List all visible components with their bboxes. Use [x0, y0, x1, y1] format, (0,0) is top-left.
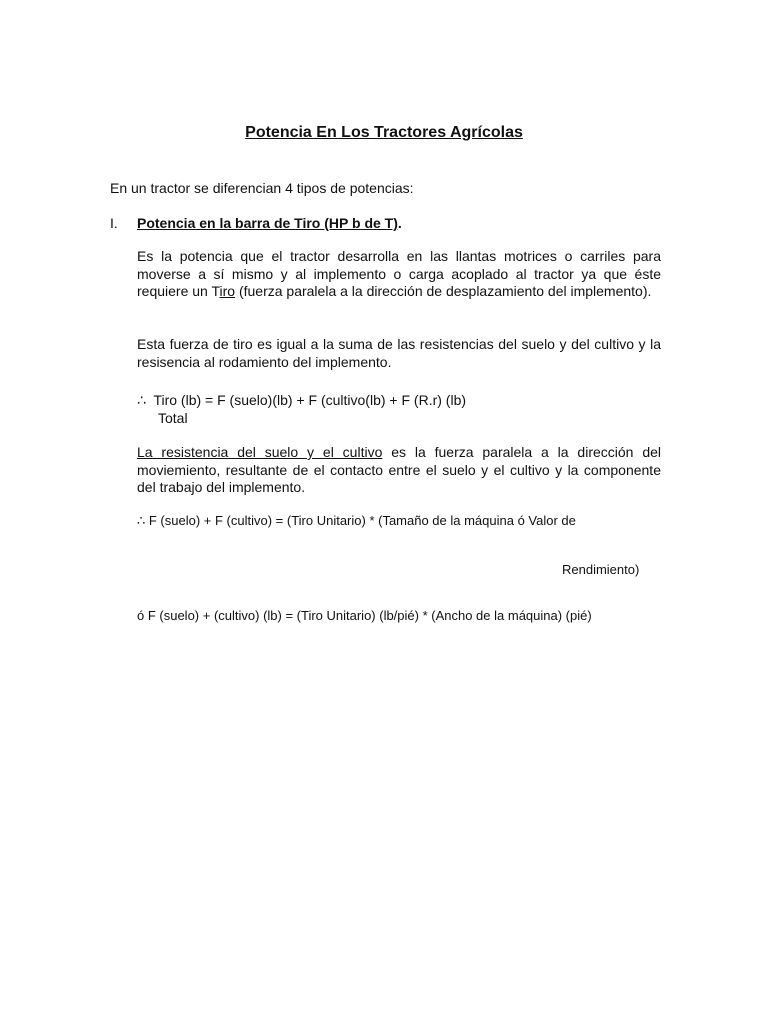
paragraph-text-continued: (fuerza paralela a la dirección de desplazamiento del implemento).: [235, 283, 652, 299]
paragraph-resistencia: [137, 444, 661, 497]
paragraph-fuerza-tiro: Esta fuerza de tiro es igual a la suma de las resistencias del suelo y del cultivo y la resisencia al rodamiento del implemento.: [137, 336, 661, 370]
page-title: Potencia En Los Tractores Agrícolas: [245, 124, 523, 141]
paragraph-resistencia-text: es la fuerza paralela a la dirección del moviemiento, resultante de el contacto entre el suelo y el cultivo y la componente del trabajo del implemento.: [137, 444, 661, 495]
section-heading-text: Potencia en la barra de Tiro (HP b de T): [137, 215, 398, 231]
formula-ancho-maquina: ó F (suelo) + (cultivo) (lb) = (Tiro Unitario) (lb/pié) * (Ancho de la máquina) (pié): [137, 608, 592, 623]
formula-tiro-unitario-continuation: Rendimiento): [562, 562, 640, 577]
underlined-phrase-resistencia: La resistencia del suelo y el cultivo: [137, 444, 383, 460]
underlined-term-tiro: iro: [219, 283, 236, 299]
section-heading: [137, 214, 402, 232]
formula-tiro-text: Tiro (lb) = F (suelo)(lb) + F (cultivo(lb) + F (R.r) (lb): [153, 392, 467, 408]
paragraph-potencia-definition: [137, 248, 661, 301]
formula-tiro-unitario: ∴ F (suelo) + F (cultivo) = (Tiro Unitario) * (Tamaño de la máquina ó Valor de: [137, 513, 576, 528]
section-numeral: I.: [110, 215, 118, 231]
formula-tiro: [137, 391, 466, 409]
intro-text: En un tractor se diferencian 4 tipos de potencias:: [110, 180, 414, 196]
formula-tiro-subscript: Total: [158, 410, 188, 426]
paragraph-text: Es la potencia que el tractor desarrolla en las llantas motrices o carriles para moverse a sí mismo y al implemento o carga acoplado al tractor ya que éste requiere un T: [137, 248, 661, 299]
section-heading-suffix: .: [397, 215, 402, 231]
therefore-symbol: ∴: [137, 392, 146, 408]
